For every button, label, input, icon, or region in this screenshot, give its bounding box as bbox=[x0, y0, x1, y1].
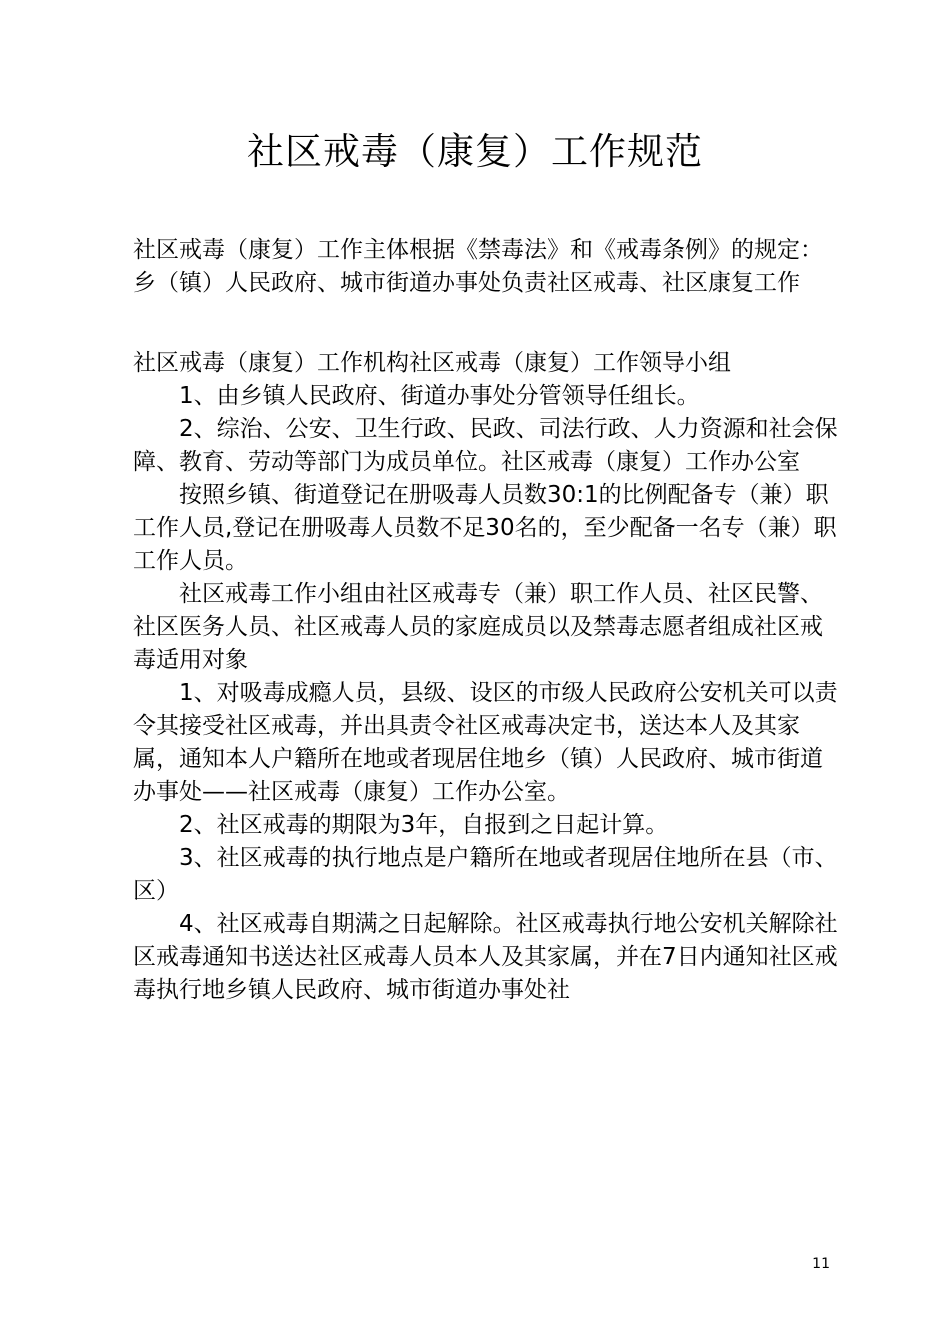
paragraph-item: 2、综治、公安、卫生行政、民政、司法行政、人力资源和社会保障、教育、劳动等部门为成员单位。社区戒毒（康复）工作办公室 bbox=[133, 416, 838, 475]
document-body bbox=[133, 234, 838, 1007]
paragraph-intro: 社区戒毒（康复）工作主体根据《禁毒法》和《戒毒条例》的规定：乡（镇）人民政府、城市街道办事处负责社区戒毒、社区康复工作 bbox=[133, 237, 823, 296]
paragraph-item: 按照乡镇、街道登记在册吸毒人员数30:1的比例配备专（兼）职工作人员,登记在册吸毒人员数不足30名的，至少配备一名专（兼）职工作人员。 bbox=[133, 482, 837, 574]
paragraph-gap bbox=[133, 300, 838, 347]
page-title: 社区戒毒（康复）工作规范 bbox=[247, 130, 703, 173]
paragraph-item: 4、社区戒毒自期满之日起解除。社区戒毒执行地公安机关解除社区戒毒通知书送达社区戒毒人员本人及其家属，并在7日内通知社区戒毒执行地乡镇人民政府、城市街道办事处社 bbox=[133, 911, 838, 1003]
paragraph-org-heading: 社区戒毒（康复）工作机构社区戒毒（康复）工作领导小组 bbox=[133, 350, 731, 376]
paragraph-item: 2、社区戒毒的期限为3年，自报到之日起计算。 bbox=[179, 812, 669, 838]
paragraph-item: 1、对吸毒成瘾人员，县级、设区的市级人民政府公安机关可以责令其接受社区戒毒，并出具责令社区戒毒决定书，送达本人及其家属，通知本人户籍所在地或者现居住地乡（镇）人民政府、城市街道办事处——社区戒毒（康复）工作办公室。 bbox=[133, 680, 838, 805]
paragraph-item: 社区戒毒工作小组由社区戒毒专（兼）职工作人员、社区民警、社区医务人员、社区戒毒人员的家庭成员以及禁毒志愿者组成社区戒毒适用对象 bbox=[133, 581, 823, 673]
page-number: 11 bbox=[812, 1256, 830, 1272]
paragraph-item: 1、由乡镇人民政府、街道办事处分管领导任组长。 bbox=[179, 383, 700, 409]
paragraph-item: 3、社区戒毒的执行地点是户籍所在地或者现居住地所在县（市、区） bbox=[133, 845, 838, 904]
